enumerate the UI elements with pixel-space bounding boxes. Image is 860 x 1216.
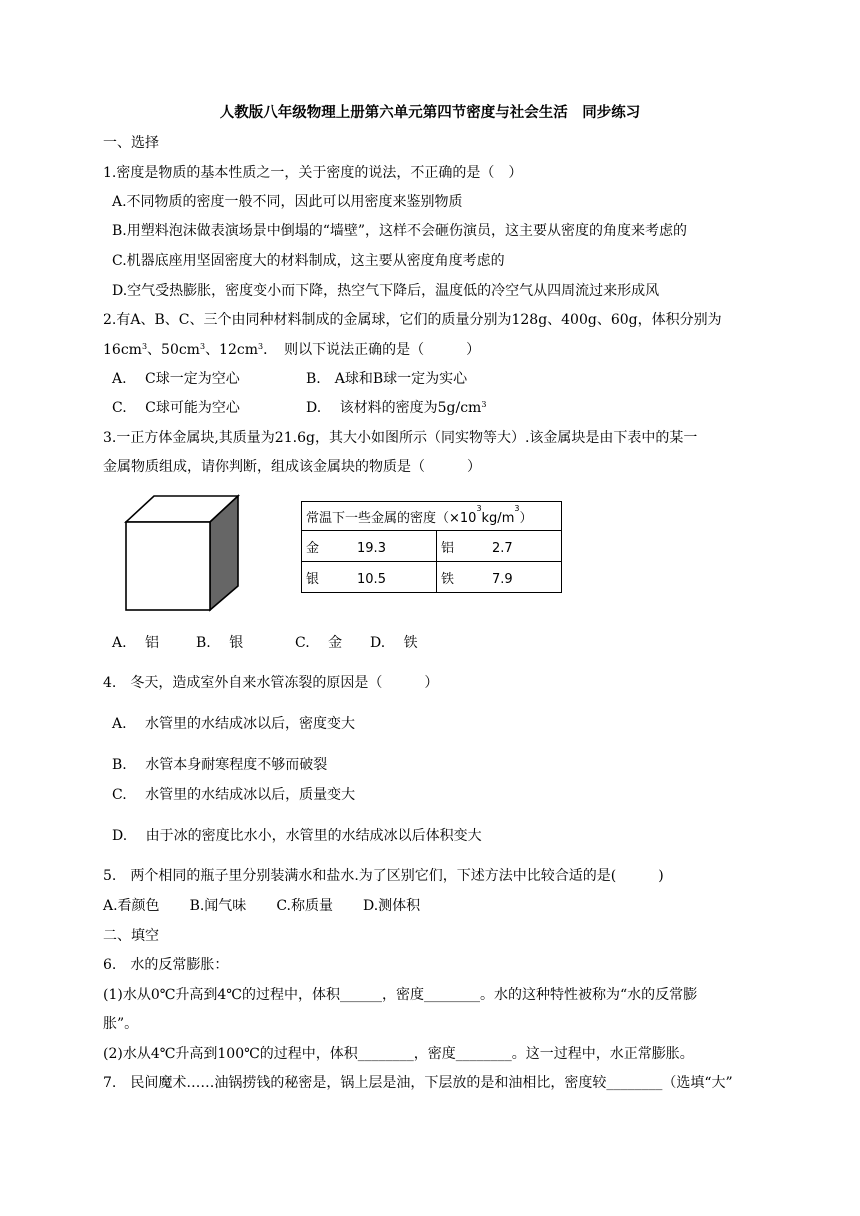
q5-option-c: C.称质量 xyxy=(276,898,333,914)
table-cell-metal-iron: 铁 7.9 xyxy=(437,562,562,593)
table-cell-metal-aluminum: 铝 2.7 xyxy=(437,531,562,562)
q4-option-c: C. 水管里的水结成冰以后，质量变大 xyxy=(112,787,356,803)
q2-stem-line1: 2.有A、B、C、三个由同种材料制成的金属球，它们的质量分别为128g、400g、60g，体积分别为 xyxy=(103,312,722,328)
section-fill-heading: 二、填空 xyxy=(103,928,159,944)
q6-part2: (2)水从4℃升高到100℃的过程中，体积________，密度________。这一过程中，水正常膨胀。 xyxy=(103,1046,694,1062)
q1-option-d: D.空气受热膨胀，密度变小而下降，热空气下降后，温度低的冷空气从四周流过来形成风 xyxy=(112,283,660,299)
metal-density-table xyxy=(301,501,562,593)
table-row xyxy=(302,562,562,593)
q6-part1-line2: 胀”。 xyxy=(103,1016,139,1032)
table-row xyxy=(302,531,562,562)
q4-stem: 4. 冬天，造成室外自来水管冻裂的原因是（ ） xyxy=(103,675,439,691)
q2-option-d: D. 该材料的密度为$5g/cm^3$ xyxy=(306,400,487,416)
q2-stem-line2: $16cm^3$、$50cm^3$、$12cm^3$． 则以下说法正确的是（ ） xyxy=(103,342,481,358)
q4-option-b: B. 水管本身耐寒程度不够而破裂 xyxy=(112,757,328,773)
q3-stem-line1: 3.一正方体金属块,其质量为21.6g，其大小如图所示（同实物等大）.该金属块是由下表中的某一 xyxy=(103,430,698,446)
metal-cube-figure xyxy=(118,494,244,614)
q6-part1-line1: (1)水从0℃升高到4℃的过程中，体积______，密度________。水的这种特性被称为“水的反常膨 xyxy=(103,987,698,1003)
table-cell-metal-silver: 银 10.5 xyxy=(302,562,437,593)
q1-option-b: B.用塑料泡沫做表演场景中倒塌的“墙壁”，这样不会砸伤演员，这主要从密度的角度来考虑的 xyxy=(112,223,688,239)
q3-option-c: C. 金 xyxy=(295,635,343,651)
q1-option-a: A.不同物质的密度一般不同，因此可以用密度来鉴别物质 xyxy=(112,194,463,210)
q5-option-b: B.闻气味 xyxy=(189,898,247,914)
q2-option-a: A. C球一定为空心 xyxy=(112,371,240,387)
q1-stem: 1.密度是物质的基本性质之一，关于密度的说法，不正确的是（ ） xyxy=(103,165,523,181)
q2-option-b: B. A球和B球一定为实心 xyxy=(306,371,468,387)
section-choice-heading: 一、选择 xyxy=(103,135,159,151)
q6-stem: 6. 水的反常膨胀： xyxy=(103,957,229,973)
q1-option-c: C.机器底座用坚固密度大的材料制成，这主要从密度角度考虑的 xyxy=(112,253,505,269)
q7-stem: 7. 民间魔术……油锅捞钱的秘密是，锅上层是油，下层放的是和油相比，密度较________（选填“大” xyxy=(103,1075,733,1091)
q3-option-b: B. 银 xyxy=(196,635,244,651)
table-header: 常温下一些金属的密度$(\times 10^3kg/m^3)$ xyxy=(302,502,562,531)
q2-option-c: C. C球可能为空心 xyxy=(112,400,240,416)
q5-stem: 5. 两个相同的瓶子里分别装满水和盐水.为了区别它们，下述方法中比较合适的是( ) xyxy=(103,868,664,884)
q3-option-a: A. 铝 xyxy=(112,635,160,651)
table-cell-metal-gold: 金 19.3 xyxy=(302,531,437,562)
cube-front-face xyxy=(126,522,210,610)
q3-option-d: D. 铁 xyxy=(370,635,418,651)
q4-option-a: A. 水管里的水结成冰以后，密度变大 xyxy=(112,716,356,732)
q5-options xyxy=(103,896,420,916)
q5-option-d: D.测体积 xyxy=(362,898,421,914)
page-title: 人教版八年级物理上册第六单元第四节密度与社会生活 同步练习 xyxy=(219,104,641,121)
q4-option-d: D. 由于冰的密度比水小，水管里的水结成冰以后体积变大 xyxy=(112,828,482,844)
q3-stem-line2: 金属物质组成，请你判断，组成该金属块的物质是（ ） xyxy=(103,459,481,475)
q5-option-a: A.看颜色 xyxy=(103,898,160,914)
